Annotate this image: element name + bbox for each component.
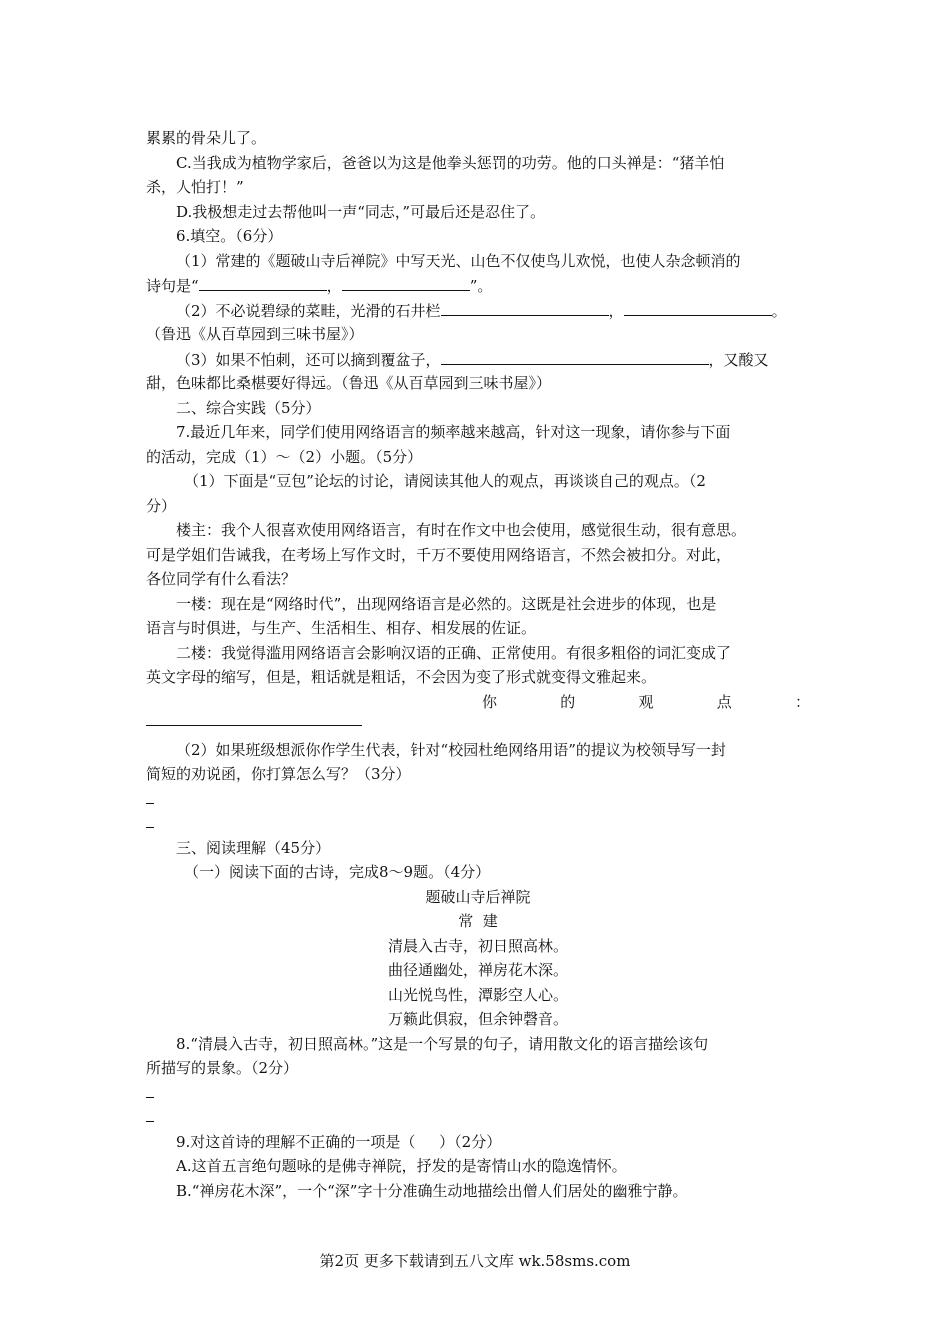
text-line — [146, 273, 810, 298]
poem-author: 常 建 — [458, 912, 498, 930]
text-line: 英文字母的缩写，但是，粗话就是粗话，不会因为变了形式就变得文雅起来。 — [146, 668, 657, 686]
your-opinion-line — [146, 690, 810, 715]
question-9: 9.对这首诗的理解不正确的一项是（ ）（2分） — [176, 1132, 502, 1151]
poem-line: 山光悦鸟性，潭影空人心。 — [387, 985, 568, 1004]
opinion-answer-line[interactable] — [146, 713, 810, 738]
answer-blank[interactable] — [441, 298, 609, 316]
text-line: 的活动，完成（1）～（2）小题。（5分） — [146, 447, 423, 466]
text-line: 各位同学有什么看法？ — [146, 570, 297, 588]
forum-post-floor-2: 二楼：我觉得滥用网络语言会影响汉语的正确、正常使用。有很多粗俗的词汇变成了 — [176, 643, 732, 662]
option-c: C.当我成为植物学家后，爸爸以为这是他拳头惩罚的功劳。他的口头禅是：“猪羊怕 — [176, 153, 725, 172]
dash-mark — [146, 789, 154, 804]
text-fragment: 观 — [638, 692, 654, 711]
text-line: 甜，色味都比桑椹要好得远。（鲁迅《从百草园到三味书屋》） — [146, 374, 552, 392]
text-line: 简短的劝说函，你打算怎么写？（3分） — [146, 765, 411, 783]
question-6-2 — [146, 298, 810, 323]
text-line: 杀，人怕打！” — [146, 178, 244, 196]
answer-dash[interactable] — [146, 1105, 810, 1130]
section-heading-2: 二、综合实践（5分） — [176, 398, 321, 417]
question-6-1: （1）常建的《题破山寺后禅院》中写天光、山色不仅使鸟儿欢悦，也使人杂念顿消的 — [176, 251, 741, 270]
text-line: 所描写的景象。（2分） — [146, 1059, 299, 1077]
option-b: B.“禅房花木深”，一个“深”字十分准确生动地描绘出僧人们居处的幽雅宁静。 — [176, 1181, 688, 1200]
poem-line: 清晨入古寺，初日照高林。 — [387, 936, 568, 955]
answer-dash[interactable] — [146, 787, 810, 812]
question-8: 8.“清晨入古寺，初日照高林。”这是一个写景的句子，请用散文化的语言描绘该句 — [176, 1034, 709, 1053]
option-d: D.我极想走过去帮他叫一声“同志，”可最后还是忍住了。 — [176, 202, 546, 221]
text-fragment: 诗句是“ — [146, 277, 199, 295]
question-6: 6.填空。（6分） — [176, 227, 283, 245]
answer-blank[interactable] — [624, 298, 772, 316]
text-fragment: 的 — [560, 692, 576, 711]
dash-mark — [146, 813, 154, 828]
option-a: A.这首五言绝句题咏的是佛寺禅院，抒发的是寄情山水的隐逸情怀。 — [176, 1157, 627, 1175]
reading-part-1: （一）阅读下面的古诗，完成8～9题。（4分） — [184, 863, 491, 881]
text-line: 可是学姐们告诫我，在考场上写作文时，千万不要使用网络语言，不然会被扣分。对此， — [146, 545, 732, 564]
text-line: 语言与时俱进，与生产、生活相生、相存、相发展的佐证。 — [146, 619, 537, 637]
question-7-1: （1）下面是“豆包”论坛的讨论，请阅读其他人的观点，再谈谈自己的观点。（2 — [184, 472, 706, 490]
answer-dash[interactable] — [146, 811, 810, 836]
page-content — [146, 126, 810, 1203]
answer-blank[interactable] — [146, 713, 362, 726]
dash-mark — [146, 1083, 154, 1098]
text-fragment: ，又酸又 — [708, 350, 769, 369]
text-fragment: ， — [326, 277, 342, 295]
text-fragment: ”。 — [469, 277, 493, 295]
poem-title: 题破山寺后禅院 — [425, 887, 531, 906]
text-fragment: ， — [608, 301, 624, 320]
answer-blank[interactable] — [199, 273, 327, 291]
question-7-2: （2）如果班级想派你作学生代表，针对“校园杜绝网络用语”的提议为校领导写一封 — [176, 740, 726, 759]
text-line: 分） — [146, 496, 177, 515]
section-heading-3: 三、阅读理解（45分） — [176, 838, 331, 857]
text-fragment: 点 — [716, 692, 732, 711]
dash-mark — [146, 1107, 154, 1122]
answer-blank[interactable] — [441, 347, 709, 365]
question-6-3 — [146, 347, 810, 372]
text-line: 累累的骨朵儿了。 — [146, 129, 267, 147]
text-fragment: ： — [794, 692, 810, 711]
text-fragment: （3）如果不怕刺，还可以摘到覆盆子， — [176, 350, 441, 369]
text-fragment: （2）不必说碧绿的菜畦，光滑的石井栏 — [176, 301, 441, 320]
page-footer: 第2页 更多下载请到五八文库 wk.58sms.com — [319, 1252, 631, 1270]
answer-dash[interactable] — [146, 1081, 810, 1106]
poem-line: 万籁此俱寂，但余钟磬音。 — [387, 1010, 568, 1028]
text-fragment: 你 — [482, 692, 498, 711]
forum-post-floor-1: 一楼：现在是“网络时代”，出现网络语言是必然的。这既是社会进步的体现，也是 — [176, 594, 717, 613]
poem-line: 曲径通幽处，禅房花木深。 — [387, 961, 568, 979]
answer-blank[interactable] — [342, 273, 470, 291]
question-7: 7.最近几年来，同学们使用网络语言的频率越来越高，针对这一现象，请你参与下面 — [176, 423, 731, 441]
text-fragment: 。 — [771, 301, 787, 320]
forum-post-host: 楼主：我个人很喜欢使用网络语言，有时在作文中也会使用，感觉很生动，很有意思。 — [176, 521, 747, 539]
text-line: （鲁迅《从百草园到三味书屋》） — [146, 325, 364, 343]
